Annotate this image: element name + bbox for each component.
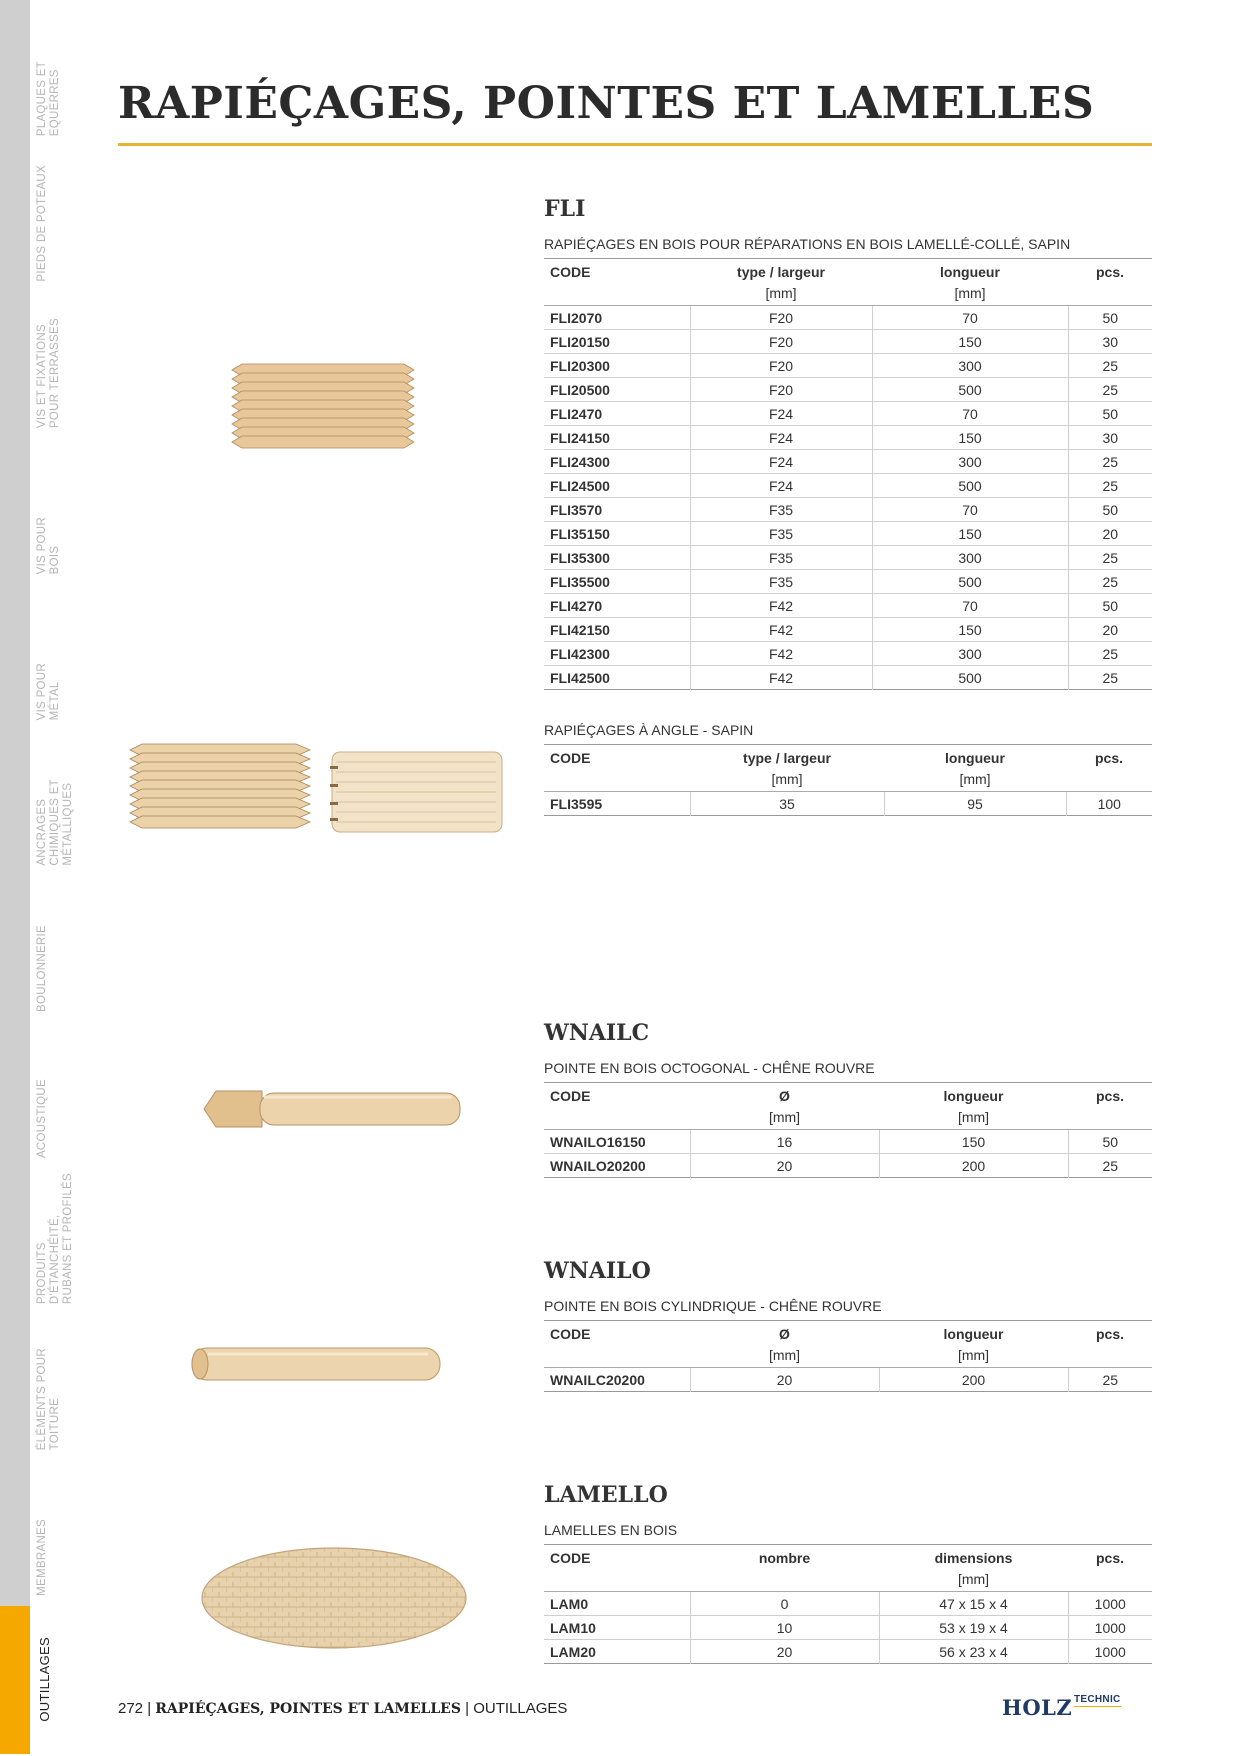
table-cell: 70 [872,402,1068,426]
product-code: LAM0 [544,1592,690,1616]
table-cell: F24 [690,474,872,498]
table-cell: F24 [690,402,872,426]
tab-plaques-equerres[interactable]: PLAQUES ET EQUERRES [0,0,90,146]
table-cell: 70 [872,306,1068,330]
table-cell: 300 [872,354,1068,378]
fli-table [544,258,1152,690]
table-cell: F42 [690,642,872,666]
table-cell: 1000 [1068,1640,1152,1664]
col-code: CODE [550,1325,591,1342]
table-cell: F35 [690,546,872,570]
col-code: CODE [550,1087,591,1104]
col-longueur: longueur [943,1325,1004,1342]
wnailo-table [544,1320,1152,1392]
col-code: CODE [550,263,591,280]
section-title: WNAILO [544,1258,651,1284]
table-cell: 25 [1068,354,1152,378]
section-title: FLI [544,196,586,222]
lamello-table [544,1544,1152,1664]
col-code: CODE [550,1549,591,1566]
table-row [544,330,1152,354]
unit-label: [mm] [690,768,884,792]
tab-produits-etancheite[interactable]: PRODUITS D'ÉTANCHÉITÉ, RUBANS ET PROFILÉS [0,1168,90,1314]
col-longueur: longueur [945,749,1005,766]
section-fli [544,196,1152,690]
table-cell: 1000 [1068,1616,1152,1640]
table-cell: F35 [690,498,872,522]
table-cell: 150 [872,618,1068,642]
tab-vis-metal[interactable]: VIS POUR MÉTAL [0,584,90,730]
table-cell: 30 [1068,426,1152,450]
table-cell: F20 [690,306,872,330]
table-cell: 20 [690,1154,879,1178]
table-row [544,522,1152,546]
section-lamello [544,1482,1152,1664]
table-cell: 20 [690,1368,879,1392]
table-row [544,402,1152,426]
wnailc-table [544,1082,1152,1178]
table-cell: 20 [690,1640,879,1664]
logo-technic: TECHNIC [1074,1694,1121,1705]
page-footer [118,1700,567,1717]
table-cell: 30 [1068,330,1152,354]
tab-membranes[interactable]: MEMBRANES [0,1460,90,1606]
col-pcs: pcs. [1095,1549,1124,1566]
col-diameter: Ø [779,1087,790,1104]
section-subtitle: RAPIÉÇAGES EN BOIS POUR RÉPARATIONS EN BOIS LAMELLÉ-COLLÉ, SAPIN [544,236,1071,252]
page-title: RAPIÉÇAGES, POINTES ET LAMELLES [118,78,1095,129]
title-rule [118,143,1152,146]
section-subtitle: LAMELLES EN BOIS [544,1522,678,1538]
table-cell: 47 x 15 x 4 [879,1592,1068,1616]
table-cell: F35 [690,522,872,546]
table-row [544,498,1152,522]
table-row [544,618,1152,642]
table-cell: 1000 [1068,1592,1152,1616]
table-cell: 0 [690,1592,879,1616]
product-code: FLI3570 [544,498,690,522]
cylindrical-peg-image [188,1346,452,1384]
product-code: FLI42300 [544,642,690,666]
table-cell: 25 [1068,378,1152,402]
tab-acoustique[interactable]: ACOUSTIQUE [0,1022,90,1168]
footer-section: RAPIÉÇAGES, POINTES ET LAMELLES [155,1701,461,1717]
table-cell: F20 [690,330,872,354]
product-code: FLI42150 [544,618,690,642]
col-dimensions: dimensions [934,1549,1013,1566]
tab-vis-terrasses[interactable]: VIS ET FIXATIONS POUR TERRASSES [0,292,90,438]
footer-separator: | [465,1700,470,1717]
table-row [544,546,1152,570]
logo-holz: HOLZ [1002,1695,1073,1720]
table-cell: 25 [1068,666,1152,690]
product-code: FLI20300 [544,354,690,378]
table-cell: 70 [872,594,1068,618]
col-pcs: pcs. [1095,1325,1124,1342]
table-cell: 10 [690,1616,879,1640]
table-cell: 53 x 19 x 4 [879,1616,1068,1640]
col-longueur: longueur [940,263,1000,280]
section-angle [544,722,1152,816]
table-cell: 500 [872,666,1068,690]
table-cell: 500 [872,474,1068,498]
product-code: FLI24300 [544,450,690,474]
tab-outillages[interactable]: OUTILLAGES [0,1606,90,1754]
table-row [544,570,1152,594]
table-cell: 50 [1068,402,1152,426]
table-cell: 150 [872,330,1068,354]
section-subtitle: POINTE EN BOIS CYLINDRIQUE - CHÊNE ROUVRE [544,1298,882,1314]
table-cell: 200 [879,1154,1068,1178]
table-cell: 300 [872,546,1068,570]
col-pcs: pcs. [1095,263,1124,280]
side-tabs [0,0,90,1754]
table-cell: 25 [1068,546,1152,570]
table-cell: 100 [1066,792,1152,816]
fli-patches-image [228,362,418,457]
table-row [544,378,1152,402]
product-code: LAM20 [550,1643,596,1660]
product-code: LAM10 [544,1616,690,1640]
unit-label: [mm] [690,282,872,306]
table-row [544,450,1152,474]
table-row [544,666,1152,690]
table-cell: 25 [1068,450,1152,474]
col-pcs: pcs. [1095,1087,1124,1104]
table-cell: F42 [690,594,872,618]
table-cell: 150 [872,426,1068,450]
unit-label: [mm] [879,1344,1068,1368]
tab-ancrages[interactable]: ANCRAGES CHIMIQUES ET MÉTALLIQUES [0,730,90,876]
table-cell: F35 [690,570,872,594]
table-cell: 25 [1068,1368,1152,1392]
table-cell: 150 [872,522,1068,546]
col-type: type / largeur [743,749,831,766]
unit-label: [mm] [884,768,1066,792]
table-cell: 95 [884,792,1066,816]
section-subtitle: POINTE EN BOIS OCTOGONAL - CHÊNE ROUVRE [544,1060,875,1076]
table-row [544,1368,1152,1392]
section-subtitle: RAPIÉÇAGES À ANGLE - SAPIN [544,722,754,738]
section-title: LAMELLO [544,1482,668,1508]
product-code: WNAILC20200 [550,1371,645,1388]
table-row [544,642,1152,666]
section-wnailc [544,1020,1152,1178]
table-cell: 25 [1068,570,1152,594]
table-cell: 50 [1068,306,1152,330]
section-title: WNAILC [544,1020,650,1046]
table-row [544,354,1152,378]
unit-label: [mm] [879,1106,1068,1130]
table-row [544,1640,1152,1664]
table-cell: 20 [1068,618,1152,642]
col-type: type / largeur [737,263,825,280]
table-cell: 25 [1068,642,1152,666]
table-cell: 200 [879,1368,1068,1392]
unit-label: [mm] [690,1106,879,1130]
product-code: FLI3595 [550,795,603,812]
table-cell: 56 x 23 x 4 [879,1640,1068,1664]
col-diameter: Ø [779,1325,790,1342]
tab-boulonnerie[interactable]: BOULONNERIE [0,876,90,1022]
product-code: FLI35150 [544,522,690,546]
tab-elements-toiture[interactable]: ÉLÉMENTS POUR TOITURE [0,1314,90,1460]
octagonal-peg-image [202,1085,472,1135]
table-cell: 300 [872,642,1068,666]
product-code: FLI20500 [544,378,690,402]
table-cell: F24 [690,450,872,474]
lamello-biscuit-image [198,1542,470,1652]
unit-label: [mm] [872,282,1068,306]
product-code: WNAILO16150 [544,1130,690,1154]
section-wnailo [544,1258,1152,1392]
table-cell: 500 [872,570,1068,594]
table-cell: 25 [1068,474,1152,498]
product-code: FLI24150 [544,426,690,450]
col-code: CODE [550,749,591,766]
angle-patches-block-image [326,748,512,838]
product-code: FLI35300 [544,546,690,570]
table-cell: 25 [1068,1154,1152,1178]
table-cell: 16 [690,1130,879,1154]
product-code: FLI35500 [544,570,690,594]
col-pcs: pcs. [1094,749,1123,766]
product-code: WNAILO20200 [550,1157,646,1174]
table-row [544,306,1152,330]
table-cell: 300 [872,450,1068,474]
table-row [544,792,1152,816]
table-cell: 20 [1068,522,1152,546]
product-code: FLI42500 [550,669,610,686]
unit-label: [mm] [879,1568,1068,1592]
table-cell: F24 [690,426,872,450]
table-row [544,1616,1152,1640]
holz-technic-logo [1002,1694,1121,1720]
table-cell: 50 [1068,498,1152,522]
table-row [544,1592,1152,1616]
table-cell: 500 [872,378,1068,402]
table-cell: F20 [690,354,872,378]
table-cell: 50 [1068,594,1152,618]
tab-pieds-de-poteaux[interactable]: PIEDS DE POTEAUX [0,146,90,292]
table-cell: F20 [690,378,872,402]
product-code: FLI4270 [544,594,690,618]
table-row [544,594,1152,618]
col-longueur: longueur [943,1087,1004,1104]
table-row [544,1154,1152,1178]
table-cell: 70 [872,498,1068,522]
table-cell: 35 [690,792,884,816]
table-cell: F42 [690,618,872,642]
tab-vis-bois[interactable]: VIS POUR BOIS [0,438,90,584]
unit-label: [mm] [690,1344,879,1368]
table-cell: 150 [879,1130,1068,1154]
page-number: 272 [118,1700,144,1717]
product-code: FLI2470 [544,402,690,426]
footer-separator: | [147,1700,152,1717]
product-code: FLI24500 [544,474,690,498]
angle-table [544,744,1152,816]
table-cell: F42 [690,666,872,690]
table-row [544,1130,1152,1154]
table-cell: 50 [1068,1130,1152,1154]
table-row [544,474,1152,498]
product-code: FLI20150 [544,330,690,354]
product-code: FLI2070 [544,306,690,330]
table-row [544,426,1152,450]
footer-category: OUTILLAGES [473,1700,568,1717]
col-nombre: nombre [758,1549,811,1566]
angle-patches-stack-image [126,742,316,832]
